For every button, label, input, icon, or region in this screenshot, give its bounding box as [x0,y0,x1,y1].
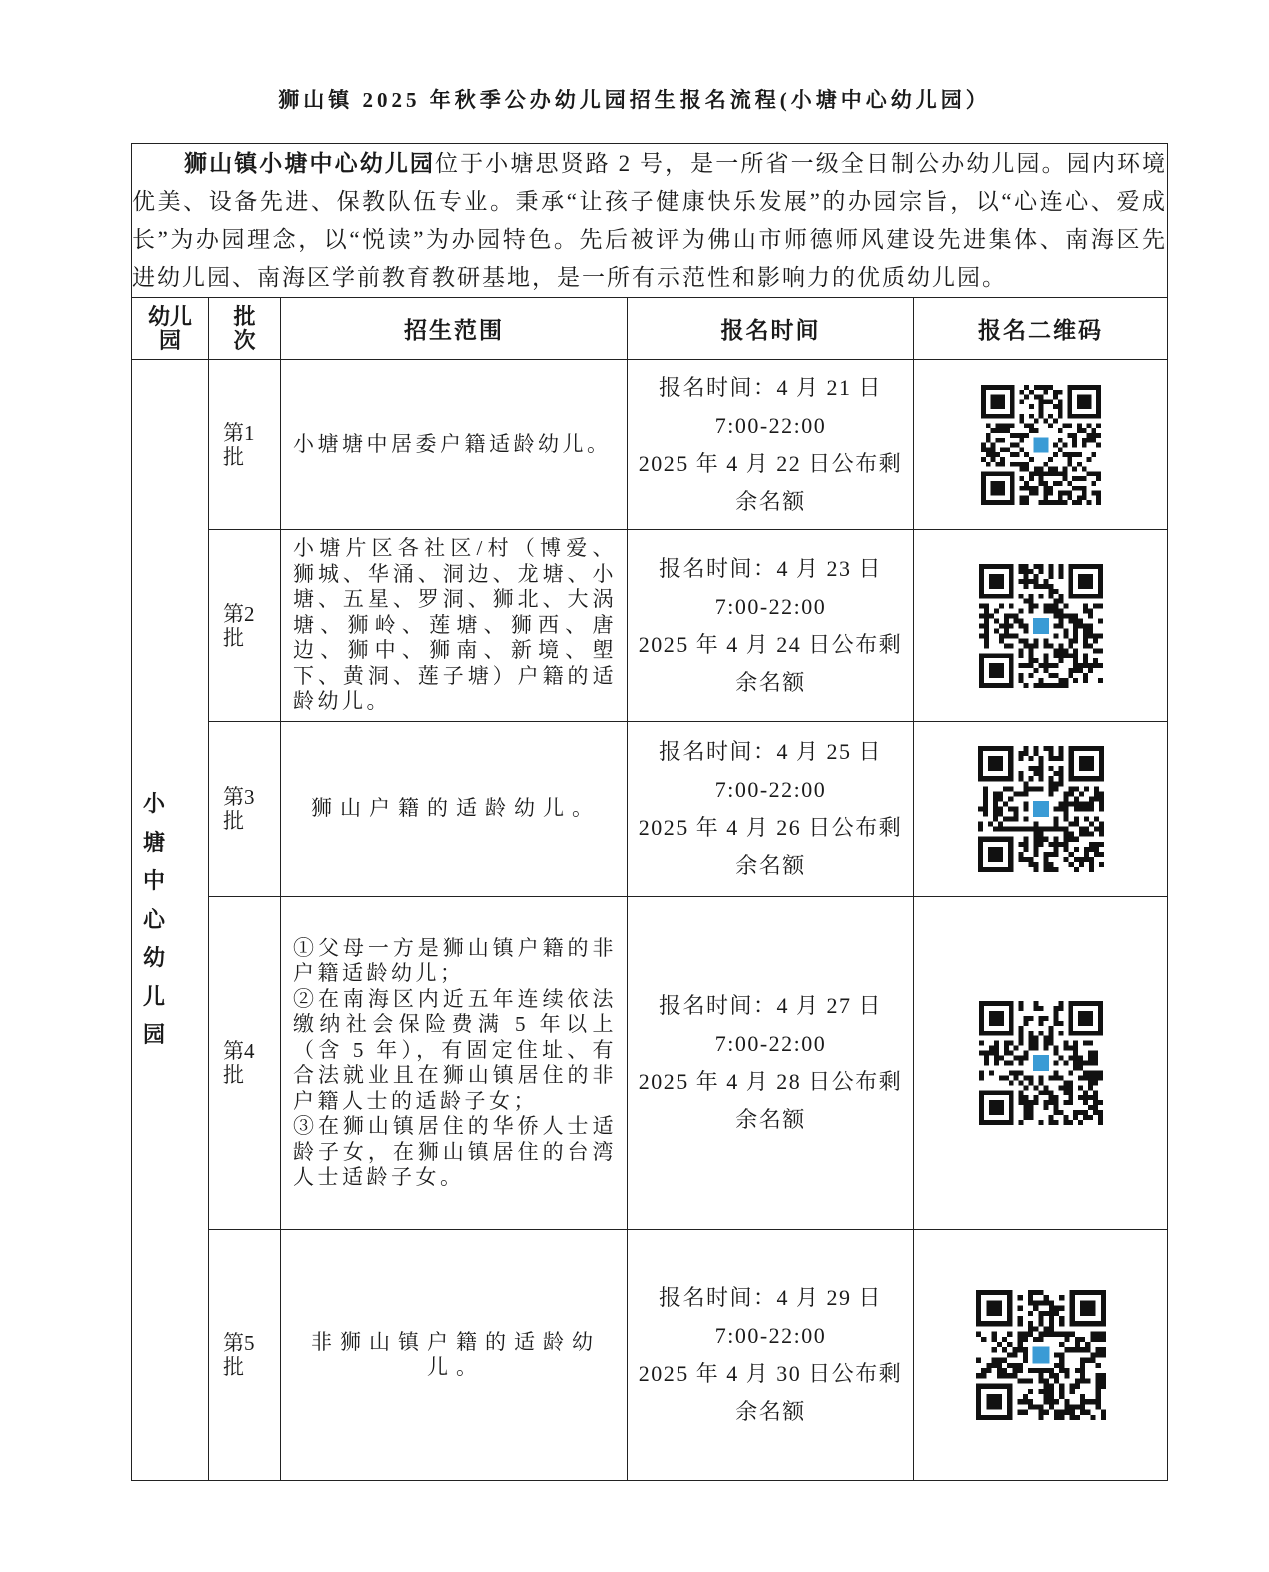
announcement-text: 2025 年 4 月 26 日公布剩余名额 [638,815,903,878]
header-batch-label: 批次 [233,303,256,353]
register-date: 报名时间：4 月 27 日 [658,993,882,1018]
scope-item: ①父母一方是狮山镇户籍的非户籍适龄幼儿； [293,935,617,985]
document-title: 狮山镇 2025 年秋季公办幼儿园招生报名流程(小塘中心幼儿园） [278,88,991,112]
scope-cell [281,1230,628,1481]
header-row [132,298,1168,360]
qr-logo [1033,1055,1049,1071]
register-hours: 7:00-22:00 [714,1323,827,1348]
scope-cell [281,897,628,1230]
qr-cell [914,897,1168,1230]
qr-logo [1032,1347,1049,1364]
scope-cell [281,360,628,530]
qr-code [976,1290,1106,1420]
batch-label: 第4批 [223,1039,255,1087]
batch-cell [209,722,281,897]
qr-code [979,564,1103,688]
table-row [132,530,1168,722]
enrollment-table [131,143,1168,1481]
time-cell [628,897,914,1230]
register-date: 报名时间：4 月 25 日 [658,739,882,764]
table-row [132,722,1168,897]
register-hours: 7:00-22:00 [714,593,827,619]
announcement-text: 2025 年 4 月 30 日公布剩余名额 [638,1361,903,1424]
header-kindergarten-label: 幼儿园 [147,303,192,353]
table-row [132,360,1168,530]
scope-text: 狮山户籍的适龄幼儿。 [311,796,601,821]
batch-label: 第5批 [223,1331,255,1379]
qr-cell [914,722,1168,897]
announcement-text: 2025 年 4 月 22 日公布剩余名额 [638,450,903,514]
scope-cell [281,722,628,897]
scope-item: ③在狮山镇居住的华侨人士适龄子女，在狮山镇居住的台湾人士适龄子女。 [293,1114,617,1189]
batch-cell [209,360,281,530]
qr-cell [914,1230,1168,1481]
qr-logo [1032,801,1048,817]
scope-cell [281,530,628,722]
qr-code [981,385,1101,505]
header-batch [209,298,281,360]
register-date: 报名时间：4 月 23 日 [658,555,882,581]
qr-cell [914,360,1168,530]
header-time: 报名时间 [628,298,914,360]
register-hours: 7:00-22:00 [714,412,827,438]
scope-text: 小塘塘中居委户籍适龄幼儿。 [293,431,612,456]
intro-paragraph [132,144,1168,298]
announcement-text: 2025 年 4 月 24 日公布剩余名额 [638,631,903,695]
batch-cell [209,897,281,1230]
time-cell [628,722,914,897]
announcement-text: 2025 年 4 月 28 日公布剩余名额 [638,1069,903,1132]
scope-text: 非狮山镇户籍的适龄幼儿。 [311,1329,601,1379]
time-cell [628,1230,914,1481]
header-scope: 招生范围 [281,298,628,360]
header-kindergarten [132,298,209,360]
batch-cell [209,530,281,722]
time-cell [628,530,914,722]
scope-text: 小塘片区各社区/村（博爱、狮城、华涌、洞边、龙塘、小塘、五星、罗洞、狮北、大涡塘、狮岭、莲塘、狮西、唐边、狮中、狮南、新境、塱下、黄洞、莲子塘）户籍的适龄幼儿。 [293,536,617,714]
qr-logo [1033,437,1048,452]
header-qr: 报名二维码 [914,298,1168,360]
register-date: 报名时间：4 月 21 日 [658,374,882,400]
register-hours: 7:00-22:00 [714,777,827,802]
kindergarten-name-cell [132,360,209,1481]
register-date: 报名时间：4 月 29 日 [658,1285,882,1310]
qr-code [978,746,1104,872]
qr-cell [914,530,1168,722]
time-cell [628,360,914,530]
batch-label: 第3批 [223,785,255,833]
intro-row [132,144,1168,298]
scope-item: ②在南海区内近五年连续依法缴纳社会保险费满 5 年以上（含 5 年），有固定住址、有合法就业且在狮山镇居住的非户籍人士的适龄子女； [293,986,617,1113]
table-row [132,1230,1168,1481]
table-row [132,897,1168,1230]
qr-code [979,1001,1103,1125]
batch-label: 第1批 [223,420,255,469]
register-hours: 7:00-22:00 [714,1031,827,1056]
batch-label: 第2批 [223,601,255,650]
intro-school-name: 狮山镇小塘中心幼儿园 [184,150,436,176]
intro-text: 位于小塘思贤路 2 号，是一所省一级全日制公办幼儿园。园内环境优美、设备先进、保教队伍专业。秉承“让孩子健康快乐发展”的办园宗旨，以“心连心、爱成长”为办园理念，以“悦读”为办园特色。先后被评为佛山市师德师风建设先进集体、南海区先进幼儿园、南海区学前教育教研基地，是一所有示范性和影响力的优质幼儿园。 [132,150,1168,290]
kindergarten-name: 小塘中心幼儿园 [143,791,166,1048]
qr-logo [1033,618,1049,634]
batch-cell [209,1230,281,1481]
